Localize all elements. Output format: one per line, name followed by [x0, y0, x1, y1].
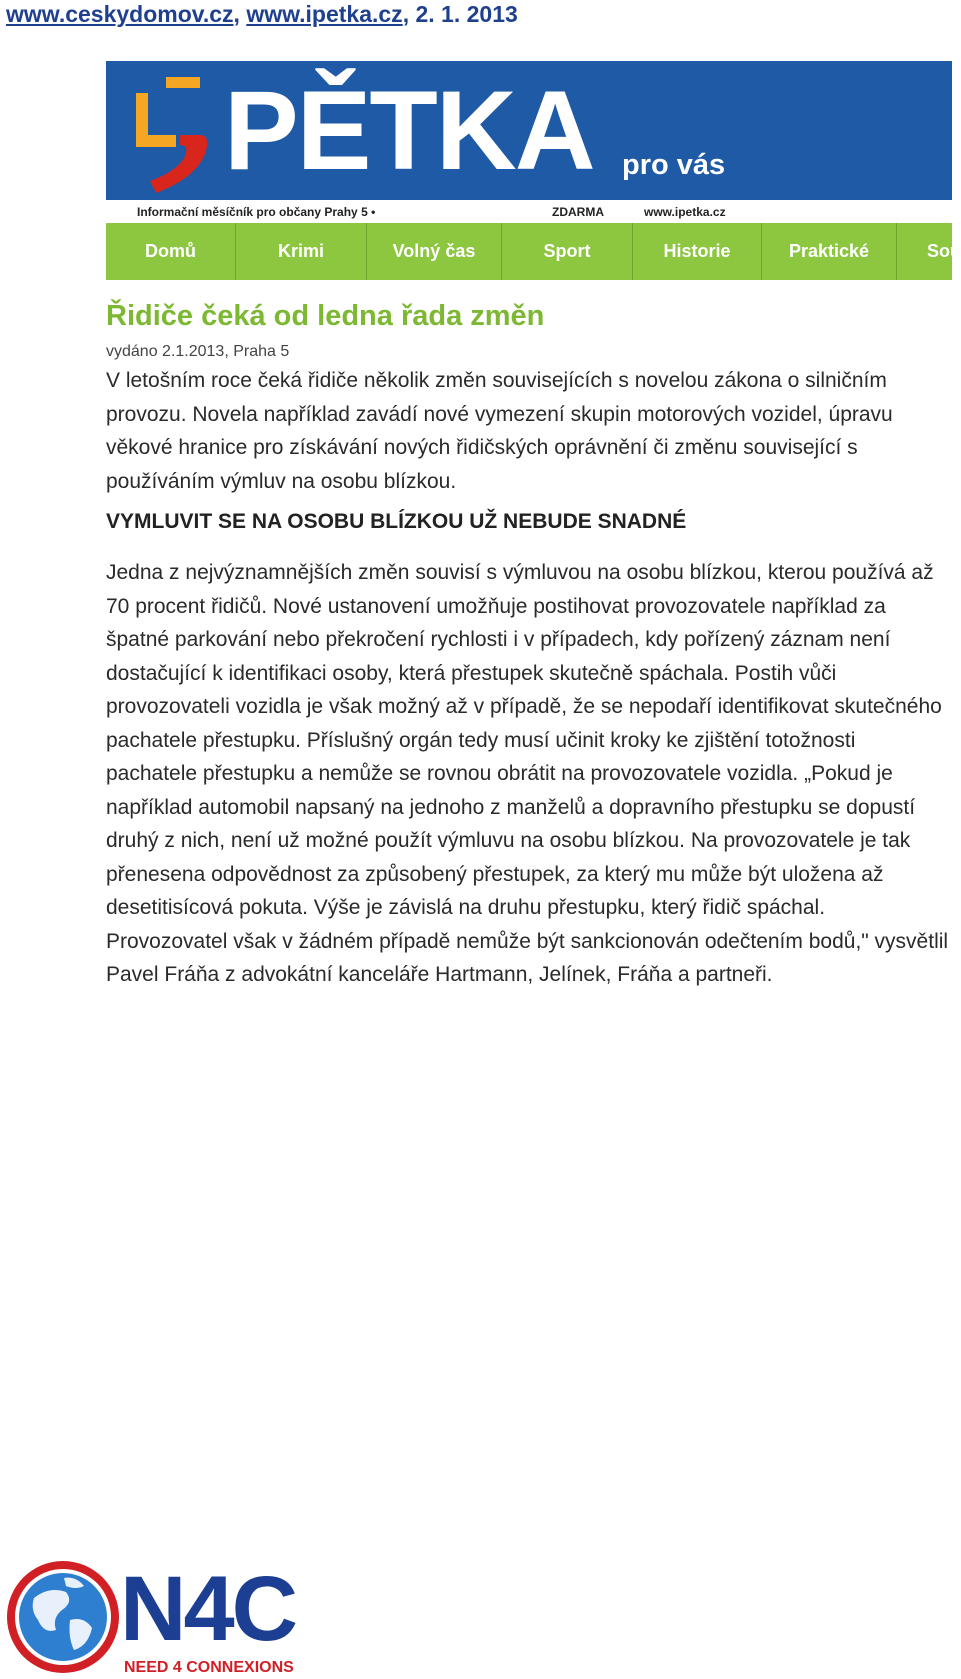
nav-item-domu[interactable]: Domů	[106, 223, 236, 280]
nav-item-sou[interactable]: Sou	[927, 241, 961, 261]
date-text: , 2. 1. 2013	[402, 1, 518, 27]
article-body: Jedna z nejvýznamnějších změn souvisí s výmluvou na osobu blízkou, kterou používá až 70 procent řidičů. Nové ustanovení umožňuje postihovat provozovatele například za špatné parkování nebo překročení rychlosti i v případech, kdy pořízený záznam není dostačující k identifikaci osoby, která přestupek skutečně spáchala. Postih vůči provozovateli vozidla je však možný až v případě, že se nepodaří identifikovat skutečného pachatele přestupku. Příslušný orgán tedy musí učinit kroky ke zjištění totožnosti pachatele přestupku a nemůže se rovnou obrátit na provozovatele vozidla. „Pokud je například automobil napsaný na jednoho z manželů a dopravního přestupku se dopustí druhý z nich, není už možné použít výmluvu na osobu blízkou. Na provozovatele je tak přenesena odpovědnost za způsobený přestupek, za který mu může být uložena až desetitisícová pokuta. Výše je závislá na druhu přestupku, který řidič spáchal. Provozovatel však v žádném případě nemůže být sankcionován odečtením bodů," vysvětlil Pavel Fráňa z advokátní kanceláře Hartmann, Jelínek, Fráňa a partneři.	[106, 561, 949, 986]
brand-title: PĚTKA	[224, 68, 594, 193]
article-clipping	[106, 61, 961, 1057]
nav-bar	[106, 223, 961, 280]
brand-tagline: pro vás	[622, 149, 726, 181]
nav-item-prakticke[interactable]: Praktické	[762, 223, 897, 280]
info-description: Informační měsíčník pro občany Prahy 5 •	[137, 205, 376, 219]
separator: ,	[233, 1, 247, 27]
info-website: www.ipetka.cz	[644, 205, 726, 219]
info-free: ZDARMA	[552, 205, 604, 219]
article-lead: V letošním roce čeká řidiče několik změn souvisejících s novelou zákona o silničním provozu. Novela například zavádí nové vymezení skupin motorových vozidel, úpravu věkové hranice pro získávání nových řidičských oprávnění či změnu související s používáním výmluv na osobu blízkou.	[106, 369, 893, 493]
source-line	[6, 0, 518, 28]
article-title: Řidiče čeká od ledna řada změn	[106, 300, 545, 332]
nav-item-krimi[interactable]: Krimi	[236, 223, 367, 280]
info-bar	[106, 200, 952, 223]
nav-item-historie[interactable]: Historie	[633, 223, 762, 280]
nav-item-sport[interactable]: Sport	[502, 223, 633, 280]
article-meta: vydáno 2.1.2013, Praha 5	[106, 343, 290, 360]
n4c-logo	[0, 1555, 300, 1679]
nav-item-volny-cas[interactable]: Volný čas	[367, 223, 502, 280]
article-subhead: VYMLUVIT SE NA OSOBU BLÍZKOU UŽ NEBUDE SNADNÉ	[106, 510, 687, 533]
n4c-wordmark: N4C	[120, 1558, 296, 1660]
petka-logo-icon	[136, 73, 216, 193]
ceskydomov-link[interactable]: www.ceskydomov.cz	[6, 1, 234, 27]
n4c-tagline: NEED 4 CONNEXIONS	[124, 1659, 294, 1676]
ipetka-link[interactable]: www.ipetka.cz	[246, 1, 403, 27]
masthead	[106, 61, 952, 200]
globe-icon	[4, 1558, 122, 1676]
